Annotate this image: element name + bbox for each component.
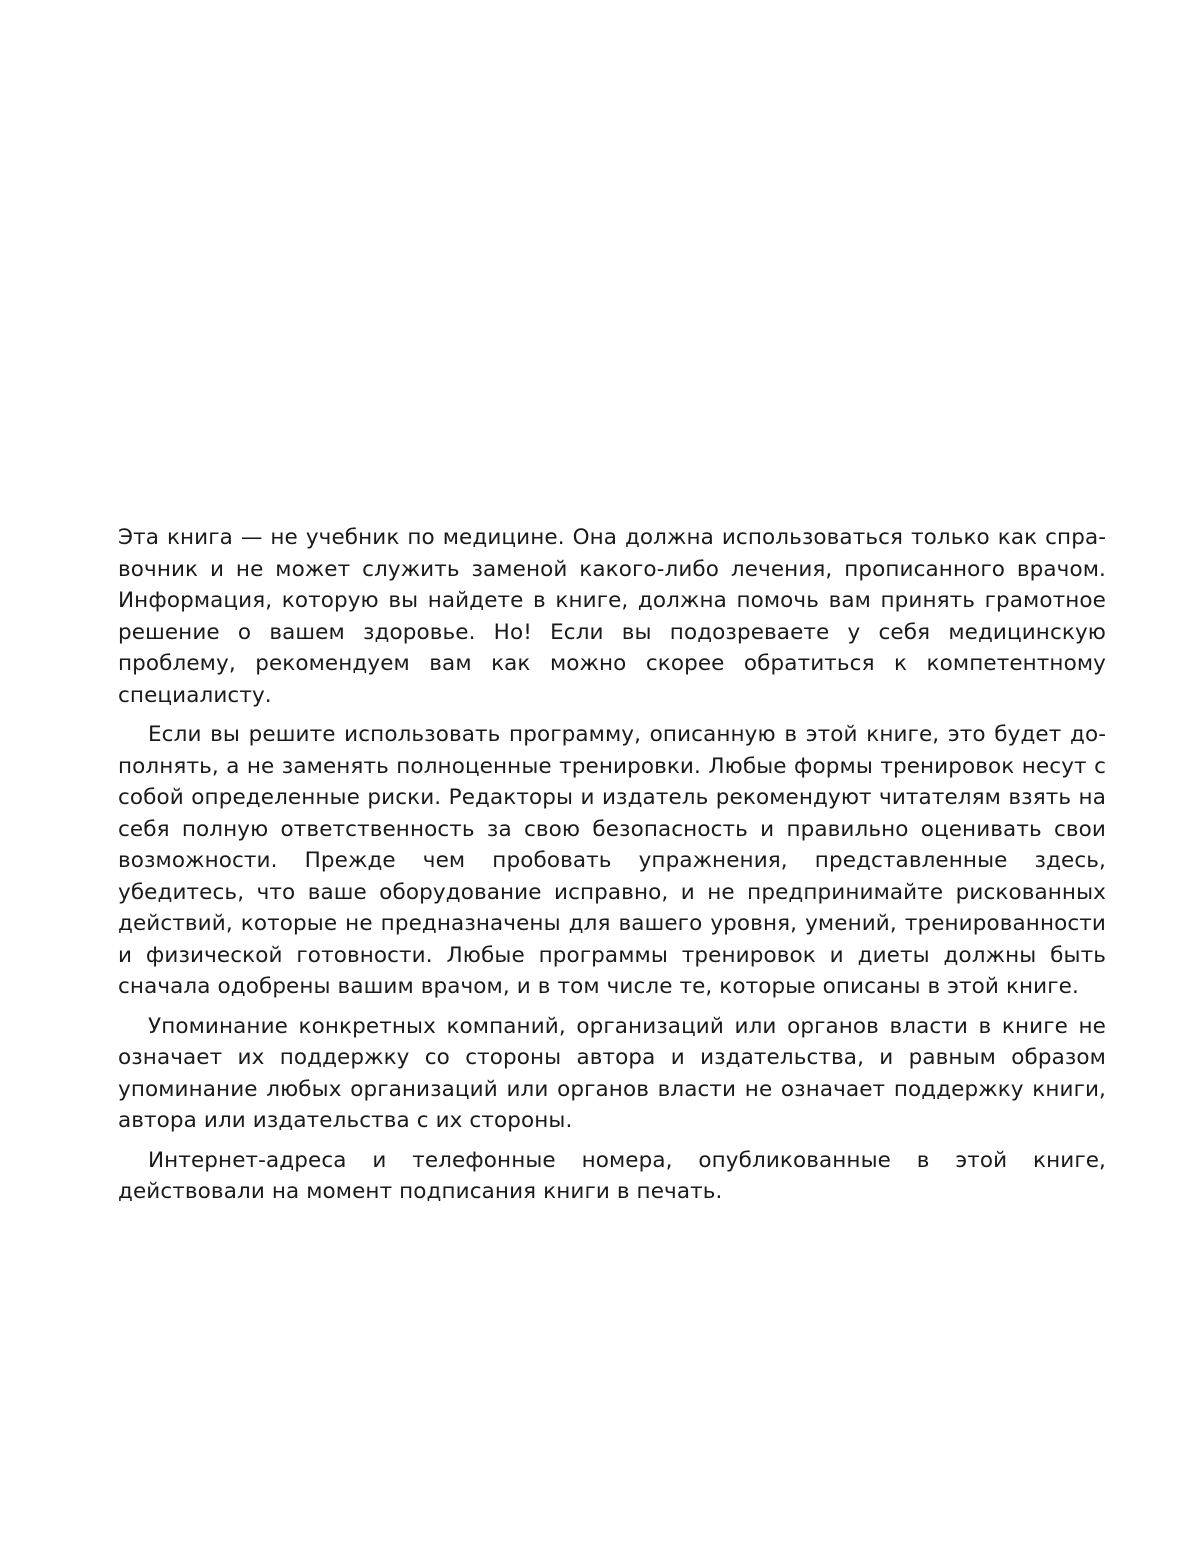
disclaimer-paragraph-endorsement: Упоминание конкретных компаний, организаций или органов власти в книге не означает их поддержку со стороны автора и издательства, и равным образом упоминание любых организаций или органов власти не означает поддержку книги, автора или издательства с их стороны. xyxy=(118,1013,1106,1133)
disclaimer-paragraph-training: Если вы решите использовать программу, описанную в этой книге, это будет дополнять, а не заменять полноценные тренировки. Любые формы тренировок несут с собой определенные риски. Редакторы и издатель рекомендуют читателям взять на себя полную ответственность за свою безопасность и правильно оценивать свои возможности. Прежде чем пробовать упражнения, представленные здесь, убедитесь, что ваше оборудование исправно, и не предпринимайте рискованных действий, которые не предназначены для вашего уровня, умений, тренированности и физической готовности. Любые программы тренировок и диеты должны быть сначала одобрены вашим врачом, и в том числе те, которые описаны в этой книге. xyxy=(118,722,1106,999)
disclaimer-text-block xyxy=(118,522,1106,1216)
disclaimer-paragraph-medical: Эта книга — не учебник по медицине. Она должна использоваться только как справочник и не может служить заменой какого-либо лечения, прописанного врачом. Информация, которую вы найдете в книге, должна помочь вам принять грамотное решение о вашем здоровье. Но! Если вы подозреваете у себя медицинскую проблему, рекомендуем вам как можно скорее обратиться к компетентному специалисту. xyxy=(118,525,1106,708)
disclaimer-paragraph-contacts: Интернет-адреса и телефонные номера, опубликованные в этой книге, действовали на момент подписания книги в печать. xyxy=(118,1147,1106,1204)
